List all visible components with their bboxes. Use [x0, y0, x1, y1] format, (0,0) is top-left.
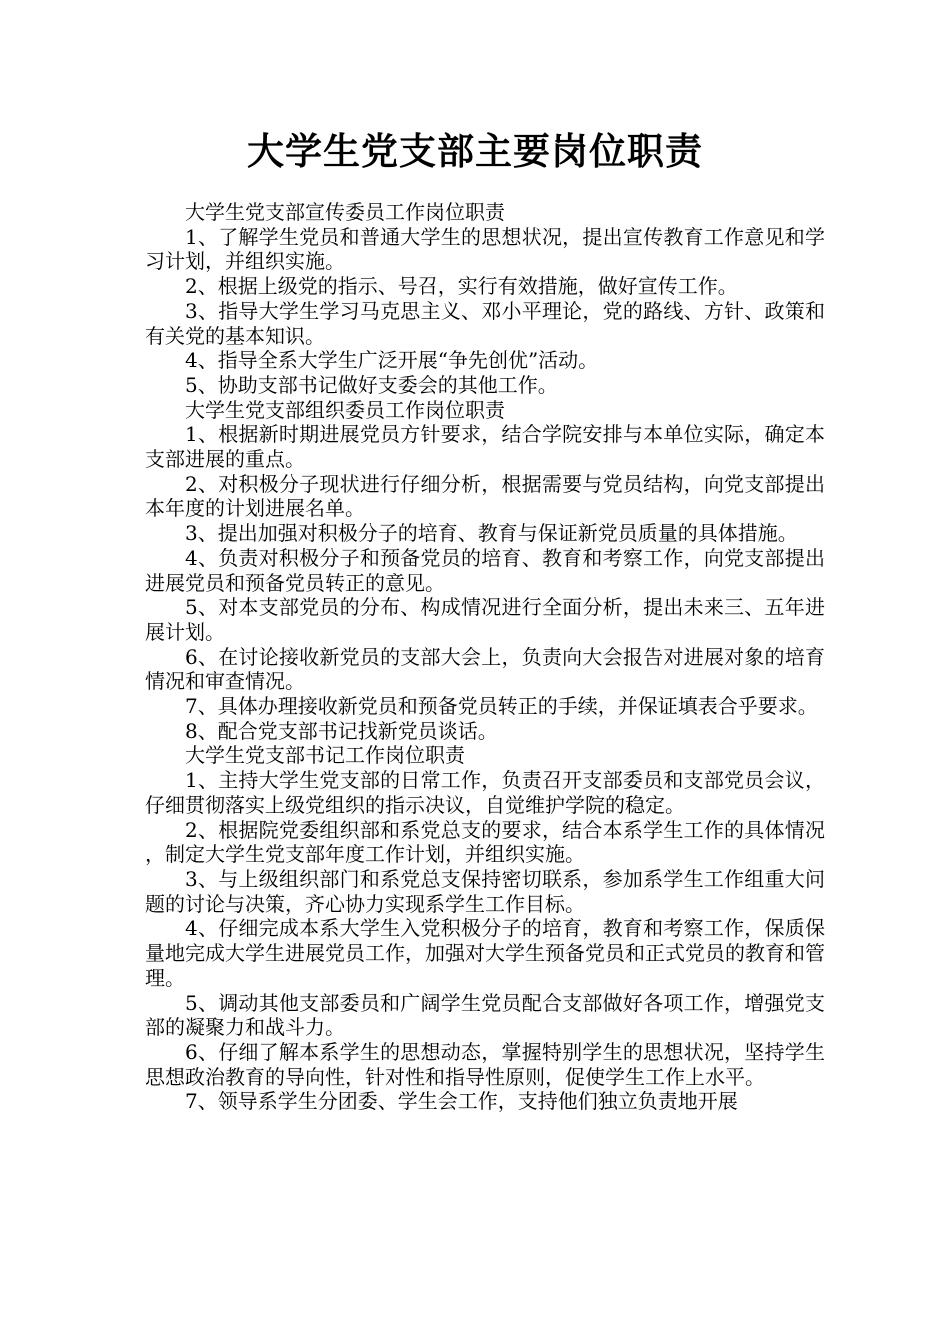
paragraph: 5、对本支部党员的分布、构成情况进行全面分析，提出未来三、五年进展计划。	[145, 595, 825, 644]
paragraph: 1、主持大学生党支部的日常工作，负责召开支部委员和支部党员会议，仔细贯彻落实上级党组织的指示决议，自觉维护学院的稳定。	[145, 768, 825, 817]
paragraph: 5、协助支部书记做好支委会的其他工作。	[185, 372, 558, 397]
paragraph: 3、指导大学生学习马克思主义、邓小平理论，党的路线、方针、政策和有关党的基本知识。	[145, 298, 825, 348]
paragraph: 4、仔细完成本系大学生入党积极分子的培育，教育和考察工作，保质保量地完成大学生进展党员工作，加强对大学生预备党员和正式党员的教育和管理。	[145, 916, 825, 990]
section-heading-secretary: 大学生党支部书记工作岗位职责	[185, 743, 465, 768]
paragraph: 1、根据新时期进展党员方针要求，结合学院安排与本单位实际，确定本支部进展的重点。	[145, 422, 825, 472]
paragraph: 2、根据院党委组织部和系党总支的要求，结合本系学生工作的具体情况，制定大学生党支部年度工作计划，并组织实施。	[145, 817, 825, 867]
paragraph: 6、在讨论接收新党员的支部大会上，负责向大会报告对进展对象的培育情况和审查情况。	[145, 644, 825, 694]
section-heading-publicity: 大学生党支部宣传委员工作岗位职责	[185, 200, 505, 224]
paragraph: 7、具体办理接收新党员和预备党员转正的手续，并保证填表合乎要求。	[185, 694, 818, 719]
paragraph: 3、与上级组织部门和系党总支保持密切联系，参加系学生工作组重大问题的讨论与决策，齐心协力实现系学生工作目标。	[145, 866, 825, 916]
document-body	[145, 200, 825, 1114]
paragraph: 2、对积极分子现状进行仔细分析，根据需要与党员结构，向党支部提出本年度的计划进展名单。	[145, 471, 825, 521]
paragraph: 2、根据上级党的指示、号召，实行有效措施，做好宣传工作。	[185, 274, 738, 299]
paragraph: 6、仔细了解本系学生的思想动态，掌握特别学生的思想状况，坚持学生思想政治教育的导向性，针对性和指导性原则，促使学生工作上水平。	[145, 1039, 825, 1089]
paragraph: 5、调动其他支部委员和广阔学生党员配合支部做好各项工作，增强党支部的凝聚力和战斗力。	[145, 990, 825, 1040]
paragraph: 1、了解学生党员和普通大学生的思想状况，提出宣传教育工作意见和学习计划，并组织实施。	[145, 224, 825, 274]
paragraph: 4、指导全系大学生广泛开展“争先创优”活动。	[185, 348, 599, 373]
paragraph: 7、领导系学生分团委、学生会工作，支持他们独立负责地开展	[185, 1089, 738, 1114]
paragraph: 8、配合党支部书记找新党员谈话。	[185, 718, 498, 743]
paragraph: 3、提出加强对积极分子的培育、教育与保证新党员质量的具体措施。	[185, 521, 798, 546]
section-heading-organization: 大学生党支部组织委员工作岗位职责	[185, 397, 505, 422]
paragraph: 4、负责对积极分子和预备党员的培育、教育和考察工作，向党支部提出进展党员和预备党员转正的意见。	[145, 545, 825, 595]
document-title: 大学生党支部主要岗位职责	[247, 130, 703, 173]
